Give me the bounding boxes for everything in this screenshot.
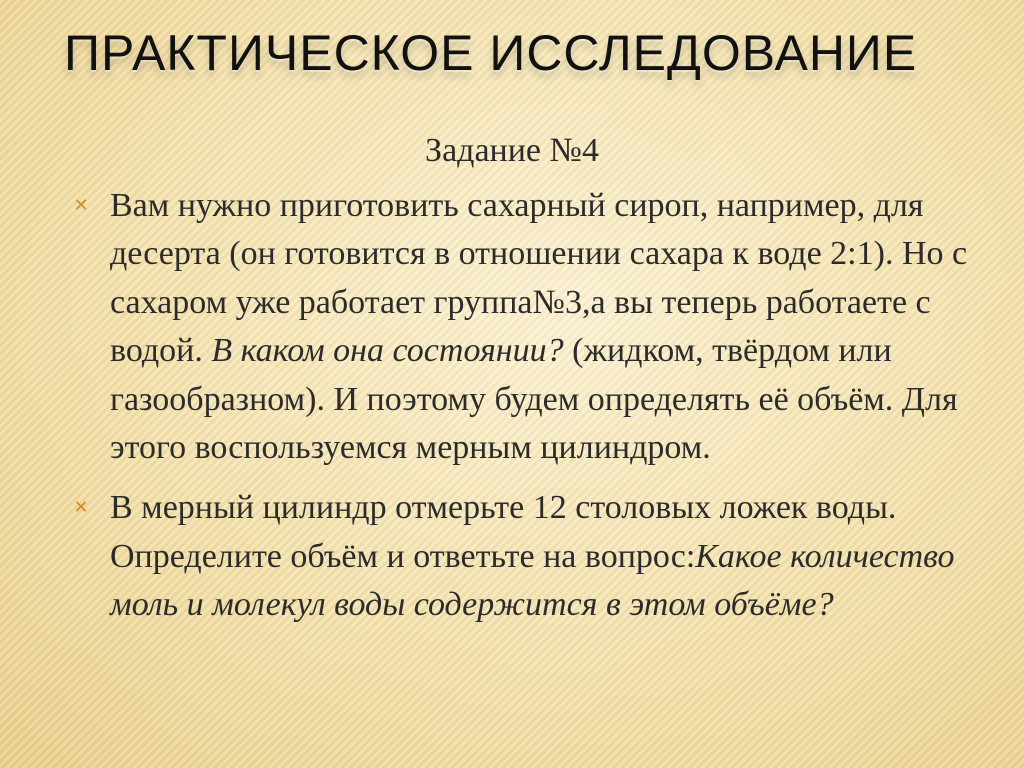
list-item (72, 484, 972, 629)
item-text: (жидком, твёрдом или газообразном). И поэтому будем определять её объём. Для этого воспользуемся мерным цилиндром. (110, 332, 958, 467)
bullet-list (72, 182, 972, 642)
item-question-italic: В каком она состоянии? (211, 332, 564, 370)
item-text: В мерный цилиндр отмерьте 12 столовых ложек воды. Определите объём и ответьте на вопрос: (110, 489, 897, 575)
list-item (72, 182, 972, 472)
x-bullet-icon: ✕ (73, 194, 89, 216)
slide-title: ПРАКТИЧЕСКОЕ ИССЛЕДОВАНИЕ (64, 25, 918, 81)
task-subtitle: Задание №4 (425, 132, 599, 169)
item-text: Вам нужно приготовить сахарный сироп, например, для десерта (он готовится в отношении сахара к воде 2:1). Но с сахаром уже работает группа№3,а вы теперь работаете с водой. (110, 187, 968, 370)
x-bullet-icon: ✕ (73, 497, 89, 519)
item-question-italic: Какое количество моль и молекул воды содержится в этом объёме? (110, 537, 955, 624)
